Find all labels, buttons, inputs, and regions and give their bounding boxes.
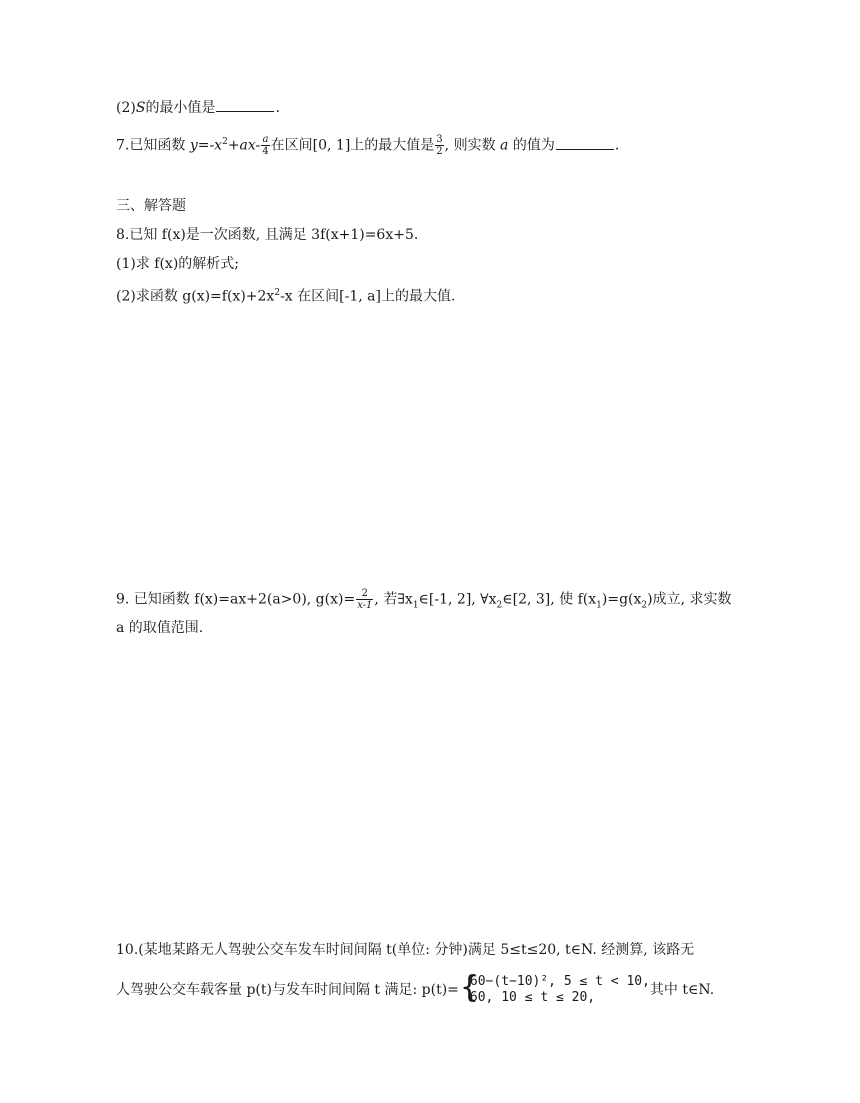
left-brace: { <box>459 970 479 1005</box>
q8-line3-sup: 2 <box>274 288 281 298</box>
q7-text-d: 的值为 <box>508 137 555 154</box>
q7-frac-a-den: 4 <box>262 146 269 158</box>
q8-line3-b: -x 在区间[-1, a]上的最大值. <box>280 288 456 305</box>
q9-number: 9. <box>116 591 130 608</box>
q8-line3-a: (2)求函数 g(x)=f(x)+2x <box>116 288 275 305</box>
q9-text-a: 已知函数 f(x)=ax+2(a>0), g(x)= <box>129 591 356 608</box>
q6-part2-prefix: (2) <box>116 100 136 116</box>
q10-line2-a: 人驾驶公交车载客量 p(t)与发车时间间隔 t 满足: p(t)= <box>116 982 459 998</box>
answer-blank <box>216 97 274 112</box>
q8-text: 已知 f(x)是一次函数, 且满足 3f(x+1)=6x+5. <box>129 227 419 243</box>
q10-line2 <box>116 970 715 1006</box>
q7-end: . <box>614 137 620 154</box>
piecewise-case-2: 60, 10 ≤ t ≤ 20, <box>469 990 596 1005</box>
q7-text-c: , 则实数 <box>444 137 501 154</box>
q9-text-f: )成立, 求实数 <box>647 591 732 608</box>
q9-sub1: 1 <box>412 600 419 611</box>
q7-text-a: 已知函数 <box>129 137 190 154</box>
answer-blank <box>556 135 614 150</box>
piecewise-function <box>459 970 650 1006</box>
q9-frac-num: 2 <box>356 588 373 600</box>
q7-number: 7. <box>116 137 130 154</box>
q6-part2-end: . <box>275 100 280 116</box>
q9-sub2: 2 <box>496 600 503 611</box>
q9-fraction <box>356 588 373 611</box>
q6-part2-var: S <box>135 100 146 116</box>
q7-frac-a-num: a <box>262 134 269 146</box>
q7-var-a: a <box>500 137 509 154</box>
q9-line2: a 的取值范围. <box>116 620 204 636</box>
q8-line2: (1)求 f(x)的解析式; <box>116 256 239 272</box>
q9-text-d: ∈[2, 3], 使 f(x <box>502 591 597 608</box>
q10-line1: 10.(某地某路无人驾驶公交车发车时间间隔 t(单位: 分钟)满足 5≤t≤20, t∈N. 经测算, 该路无 <box>116 942 695 958</box>
q8-line3 <box>116 283 455 307</box>
q9-text-c: ∈[-1, 2], ∀x <box>418 591 497 608</box>
q9-sub3: 1 <box>596 600 602 611</box>
piecewise-case-1: 60−(t−10)², 5 ≤ t < 10, <box>469 974 650 989</box>
q7-fraction-b <box>435 134 443 157</box>
q8-number: 8. <box>116 227 130 243</box>
q8-line1 <box>116 225 418 245</box>
section-heading: 三、解答题 <box>116 198 186 214</box>
q9-sub4: 2 <box>641 600 648 611</box>
q6-part2 <box>116 97 280 118</box>
q7 <box>116 132 619 157</box>
q7-formula-y: y=-x <box>189 137 223 154</box>
q9-frac-den: x-1 <box>357 600 373 611</box>
q7-frac-b-num: 3 <box>436 134 443 146</box>
q7-formula-sup: 2 <box>222 137 228 147</box>
q10-line2-b: 其中 t∈N. <box>649 982 715 998</box>
q7-formula-mid: +ax- <box>227 137 261 154</box>
q7-frac-b-den: 2 <box>436 146 443 158</box>
q7-fraction-a <box>261 134 269 157</box>
q6-part2-text: 的最小值是 <box>145 100 216 116</box>
q9-text-e: )=g(x <box>601 591 642 608</box>
q7-text-b: 在区间[0, 1]上的最大值是 <box>270 137 435 154</box>
q9-text-b: , 若∃x <box>374 591 413 608</box>
q9-line1 <box>116 588 732 615</box>
